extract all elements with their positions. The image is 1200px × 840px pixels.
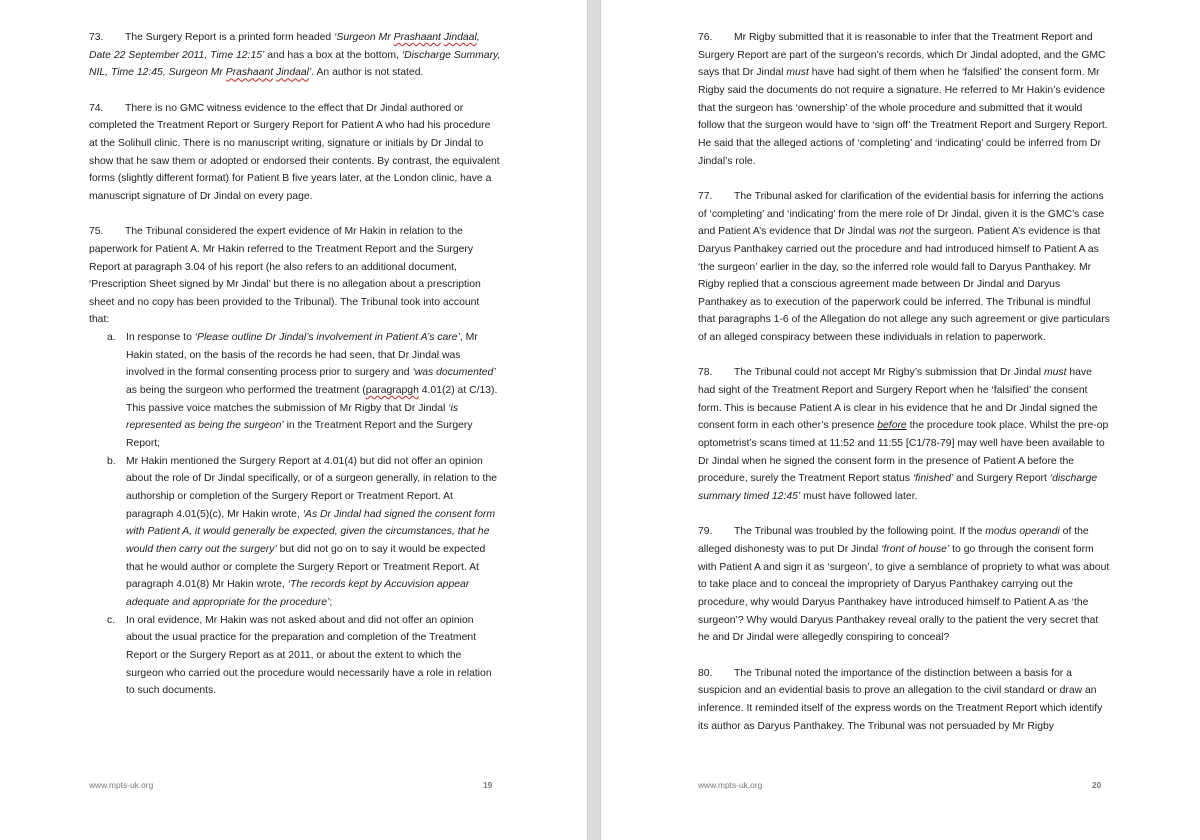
paragraph-76: 76. Mr Rigby submitted that it is reasonable to infer that the Treatment Report and Surgery Report are part of the surgeon’s records, which Dr Jindal adopted, and the GMC says that Dr Jindal must have had sight of them when he ‘falsified’ the consent form. Mr Rigby said the documents do not require a signature. He referred to Mr Hakin’s evidence that the surgeon has ‘ownership’ of the whole procedure and submitted that it would follow that the surgeon would have to ‘sign off’ the Treatment Report and Surgery Report. He said that the alleged actions of ‘completing’ and ‘indicating’ could be inferred from Dr Jindal’s role.	[698, 29, 1110, 170]
page-number: 20	[1092, 780, 1102, 790]
page-19-body	[89, 29, 501, 718]
paragraph-77: 77. The Tribunal asked for clarification of the evidential basis for inferring the actions of ‘completing’ and ‘indicating’ from the mere role of Dr Jindal, given it is the GMC’s case and Patient A’s evidence that Dr Jindal was not the surgeon. Patient A’s evidence is that Daryus Panthakey carried out the procedure and had introduced himself to Patient A as ‘the surgeon’ earlier in the day, so the inferred role would fall to Daryus Panthakey. Mr Rigby replied that a conscious agreement made between Dr Jindal and Daryus Panthakey as to execution of the paperwork could be inferred. The Tribunal is mindful that paragraphs 1-6 of the Allegation do not allege any such agreement or give particulars of an alleged conspiracy between these individuals in relation to paperwork.	[698, 188, 1110, 347]
page-20	[601, 0, 1200, 840]
paragraph-80: 80. The Tribunal noted the importance of the distinction between a basis for a suspicion and an evidential basis to prove an allegation to the civil standard or draw an inference. It reminded itself of the express words on the Treatment Report which identify its author as Daryus Panthakey. The Tribunal was not persuaded by Mr Rigby	[698, 665, 1110, 736]
paragraph-75: 75. The Tribunal considered the expert evidence of Mr Hakin in relation to the paperwork for Patient A. Mr Hakin referred to the Treatment Report and the Surgery Report at paragraph 3.04 of his report (he also refers to an additional document, ‘Prescription Sheet signed by Mr Jindal’ but there is no allegation about a prescription sheet and no copy has been provided to the Tribunal). The Tribunal took into account that: a. In response to ‘Please outline Dr Jindal’s involvement in Patient A’s care’, Mr Hakin stated, on the basis of the records he had seen, that Dr Jindal was involved in the formal consenting process prior to surgery and ‘was documented’ as being the surgeon who performed the treatment (paragrapgh 4.01(2) at C/13). This passive voice matches the submission of Mr Rigby that Dr Jindal ‘is represented as being the surgeon’ in the Treatment Report and the Surgery Report; b. Mr Hakin mentioned the Surgery Report at 4.01(4) but did not offer an opinion about the role of Dr Jindal specifically, or of a surgeon generally, in relation to the authorship or completion of the Surgery Report or Treatment Report. At paragraph 4.01(5)(c), Mr Hakin wrote, ‘As Dr Jindal had signed the consent form with Patient A, it would generally be expected, given the circumstances, that he would then carry out the surgery’ but did not go on to say it would be expected that he would author or complete the Surgery Report or Treatment Report. At paragraph 4.01(8) Mr Hakin wrote, ‘The records kept by Accuvision appear adequate and appropriate for the procedure’; c. In oral evidence, Mr Hakin was not asked about and did not offer an opinion about the usual practice for the preparation and completion of the Treatment Report or the Surgery Report as at 2011, or about the extent to which the surgeon who carried out the procedure would necessarily have a role in relation to such documents.	[89, 223, 501, 700]
list-item: b. Mr Hakin mentioned the Surgery Report at 4.01(4) but did not offer an opinion about the role of Dr Jindal specifically, or of a surgeon generally, in relation to the authorship or completion of the Surgery Report or Treatment Report. At paragraph 4.01(5)(c), Mr Hakin wrote, ‘As Dr Jindal had signed the consent form with Patient A, it would generally be expected, given the circumstances, that he would then carry out the surgery’ but did not go on to say it would be expected that he would author or complete the Surgery Report or Treatment Report. At paragraph 4.01(8) Mr Hakin wrote, ‘The records kept by Accuvision appear adequate and appropriate for the procedure’;	[89, 453, 501, 612]
footer-url[interactable]: www.mpts-uk.org	[89, 780, 154, 790]
spelling-flag[interactable]: paragrapgh	[365, 385, 419, 397]
paragraph-number: 75.	[89, 226, 104, 238]
paragraph-75-list	[89, 329, 501, 700]
paragraph-78: 78. The Tribunal could not accept Mr Rigby’s submission that Dr Jindal must have had sight of the Treatment Report and Surgery Report when he ‘falsified’ the consent form. This is because Patient A is clear in his evidence that he and Dr Jindal signed the consent form in each other’s presence before the procedure took place. Whilst the pre-op optometrist’s scans timed at 11:52 and 11:55 [C1/78-79] may well have been available to Dr Jindal when he signed the consent form in the presence of Patient A before the procedure, surely the Treatment Report status ‘finished’ and Surgery Report ‘discharge summary timed 12:45’ must have followed later.	[698, 364, 1110, 505]
paragraph-number: 79.	[698, 526, 713, 538]
spelling-flag[interactable]: Prashaant	[393, 32, 441, 43]
page-19	[0, 0, 587, 840]
page-number: 19	[483, 780, 493, 790]
list-item: a. In response to ‘Please outline Dr Jindal’s involvement in Patient A’s care’, Mr Hakin stated, on the basis of the records he had seen, that Dr Jindal was involved in the formal consenting process prior to surgery and ‘was documented’ as being the surgeon who performed the treatment (paragrapgh 4.01(2) at C/13). This passive voice matches the submission of Mr Rigby that Dr Jindal ‘is represented as being the surgeon’ in the Treatment Report and the Surgery Report;	[89, 329, 501, 453]
paragraph-79: 79. The Tribunal was troubled by the following point. If the modus operandi of the alleged dishonesty was to put Dr Jindal ‘front of house’ to go through the consent form with Patient A and sign it as ‘surgeon’, to give a semblance of propriety to what was about to take place and to conceal the impropriety of Daryus Panthakey carrying out the procedure, why would Daryus Panthakey have introduced himself to Patient A as ‘the surgeon’? Why would Daryus Panthakey reveal orally to the patient the very secret that he and Dr Jindal were allegedly conspiring to conceal?	[698, 523, 1110, 647]
paragraph-number: 80.	[698, 667, 713, 679]
spelling-flag[interactable]: Jindaal	[276, 67, 309, 79]
paragraph-number: 77.	[698, 190, 713, 202]
page-20-body	[698, 29, 1110, 753]
list-item: c. In oral evidence, Mr Hakin was not asked about and did not offer an opinion about the usual practice for the preparation and completion of the Treatment Report or the Surgery Report as at 2011, or about the extent to which the surgeon who carried out the procedure would necessarily have a role in relation to such documents.	[89, 612, 501, 700]
paragraph-number: 74.	[89, 102, 104, 114]
paragraph-number: 76.	[698, 32, 713, 43]
footer-url[interactable]: www.mpts-uk.org	[698, 780, 763, 790]
list-marker: b.	[107, 455, 116, 467]
list-marker: a.	[107, 332, 116, 344]
paragraph-74: 74. There is no GMC witness evidence to the effect that Dr Jindal authored or completed the Treatment Report or Surgery Report for Patient A who had his procedure at the Solihull clinic. There is no manuscript writing, signature or initials by Dr Jindal to show that he saw them or adopted or endorsed their contents. By contrast, the equivalent forms (slightly different format) for Patient B five years later, at the London clinic, have a manuscript signature of Dr Jindal on every page.	[89, 100, 501, 206]
spelling-flag[interactable]: Prashaant	[225, 67, 274, 79]
paragraph-73: 73. The Surgery Report is a printed form headed ‘Surgeon Mr Prashaant Jindaal, Date 22 September 2011, Time 12:15’ and has a box at the bottom, ‘Discharge Summary, NIL, Time 12:45, Surgeon Mr Prashaant Jindaal’. An author is not stated.	[89, 29, 501, 82]
paragraph-number: 78.	[698, 367, 713, 379]
paragraph-number: 73.	[89, 32, 104, 43]
page-gutter	[587, 0, 601, 840]
list-marker: c.	[107, 614, 116, 626]
spelling-flag[interactable]: Jindaal	[443, 32, 477, 43]
